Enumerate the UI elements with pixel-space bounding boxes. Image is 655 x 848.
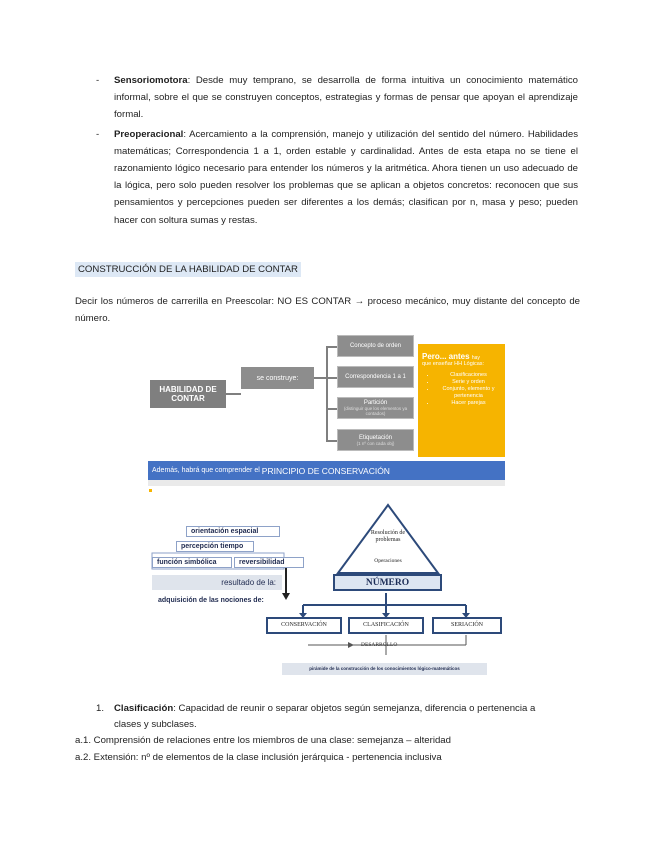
number-box: NÚMERO bbox=[333, 574, 442, 591]
prerequisites-subtitle: que enseñar HH Lógicas: bbox=[422, 361, 485, 367]
bullet-dash: - bbox=[96, 75, 100, 86]
concept-box-partition bbox=[337, 397, 414, 419]
stage-name: Preoperacional bbox=[114, 128, 184, 140]
prerequisites-title: Pero... antes hay bbox=[422, 352, 480, 361]
numbered-list bbox=[92, 701, 542, 733]
pyramid-caption: pirámide de la construcción de los conocimientos lógico-matemáticos bbox=[282, 663, 487, 675]
builds-box: se construye: bbox=[241, 367, 314, 389]
acquisition-label: adquisición de las nociones de: bbox=[158, 597, 264, 604]
sub-item: a.2. Extensión: nº de elementos de la clase inclusión jerárquica - pertenencia inclusiva bbox=[75, 752, 442, 763]
item-description: : Capacidad de reunir o separar objetos según semejanza, diferencia o pertenencia a clases y subclases. bbox=[114, 703, 536, 730]
concept-label: Etiquetación bbox=[358, 434, 393, 441]
result-label: resultado de la: bbox=[152, 575, 282, 590]
pyramid-diagram bbox=[148, 495, 518, 680]
concept-label: Concepto de orden bbox=[349, 343, 402, 349]
conservation-banner bbox=[148, 461, 505, 480]
item-title: Clasificación bbox=[114, 703, 174, 714]
notion-reversibility: reversibilidad bbox=[234, 557, 304, 568]
concept-label: Partición bbox=[363, 400, 388, 406]
connector-line bbox=[326, 377, 337, 379]
list-item bbox=[88, 126, 578, 229]
notion-symbolic: función simbólica bbox=[152, 557, 232, 568]
stage-name: Sensoriomotora bbox=[114, 75, 188, 86]
concept-box-order bbox=[337, 335, 414, 357]
connector-line bbox=[326, 408, 337, 410]
section-heading: CONSTRUCCIÓN DE LA HABILIDAD DE CONTAR bbox=[75, 262, 301, 277]
skill-box: HABILIDAD DE CONTAR bbox=[150, 380, 226, 408]
development-label: DESARROLLO bbox=[361, 642, 398, 648]
triangle-top-label: Resolución de problemas bbox=[370, 530, 406, 543]
connector-line bbox=[326, 346, 337, 348]
banner-shadow bbox=[148, 480, 505, 486]
list-item bbox=[88, 72, 578, 124]
concept-box-correspondence bbox=[337, 366, 414, 388]
triangle-bottom-label: Operaciones bbox=[374, 558, 402, 564]
counting-skill-diagram bbox=[148, 330, 505, 460]
prerequisites-list bbox=[422, 372, 501, 407]
list-item: • Clasificaciones bbox=[436, 372, 501, 379]
arrow-head bbox=[348, 642, 354, 648]
concept-sublabel: (distinguir que los elementos ya contados) bbox=[343, 406, 408, 416]
stage-description: : Desde muy temprano, se desarrolla de forma intuitiva un conocimiento matemático informal, sobre el que se construyen conceptos, estrategias y formas de pensar que apoyan el aprendizaje formal. bbox=[114, 75, 578, 121]
classification-box: CLASIFICACIÓN bbox=[348, 617, 424, 634]
stage-description: : Acercamiento a la comprensión, manejo y utilización del sentido del número. Habilidades matemáticas; Correspondencia 1 a 1, orden estable y cardinalidad. Antes de esta etapa no se tiene el razonamiento lógico necesario para entender los números y la aritmética. Ahora tienen un uso adecuado de la lógica, pero solo pueden resolver los problemas que se aplican a objetos concretos: reconocen que sus pensamientos y percepciones pueden ser diferentes a los demás; clasifican por n, masa y peso; pueden hacer con soltura sumas y restas. bbox=[114, 128, 578, 226]
list-item: • Hacer parejas bbox=[436, 400, 501, 407]
list-item bbox=[92, 701, 542, 733]
list-item: • Serie y orden bbox=[436, 379, 501, 386]
list-item: • Conjunto, elemento y pertenencia bbox=[436, 386, 501, 400]
intro-paragraph: Decir los números de carrerilla en Preescolar: NO ES CONTAR → proceso mecánico, muy distante del concepto de número. bbox=[75, 296, 580, 324]
notion-spatial: orientación espacial bbox=[186, 526, 280, 537]
stages-list bbox=[88, 72, 578, 231]
prerequisites-box bbox=[418, 344, 505, 457]
sub-item: a.1. Comprensión de relaciones entre los miembros de una clase: semejanza – alteridad bbox=[75, 735, 451, 746]
connector-line bbox=[314, 377, 326, 379]
banner-strong: PRINCIPIO DE CONSERVACIÓN bbox=[261, 465, 390, 476]
decorative-mark bbox=[149, 489, 152, 492]
concept-sublabel: (1 nº con cada obj) bbox=[356, 440, 395, 446]
bullet-dash: - bbox=[96, 128, 100, 140]
list-number: 1. bbox=[96, 703, 105, 714]
connector-line bbox=[326, 346, 328, 441]
connector-line bbox=[326, 440, 337, 442]
notion-time: percepción tiempo bbox=[176, 541, 254, 552]
conservation-box: CONSERVACIÓN bbox=[266, 617, 342, 634]
concept-box-labeling bbox=[337, 429, 414, 451]
banner-prefix: Además, habrá que comprender el bbox=[152, 467, 260, 474]
concept-label: Correspondencia 1 a 1 bbox=[345, 374, 406, 380]
arrow-head bbox=[282, 593, 290, 600]
seriation-box: SERIACIÓN bbox=[432, 617, 502, 634]
connector-line bbox=[226, 393, 241, 395]
